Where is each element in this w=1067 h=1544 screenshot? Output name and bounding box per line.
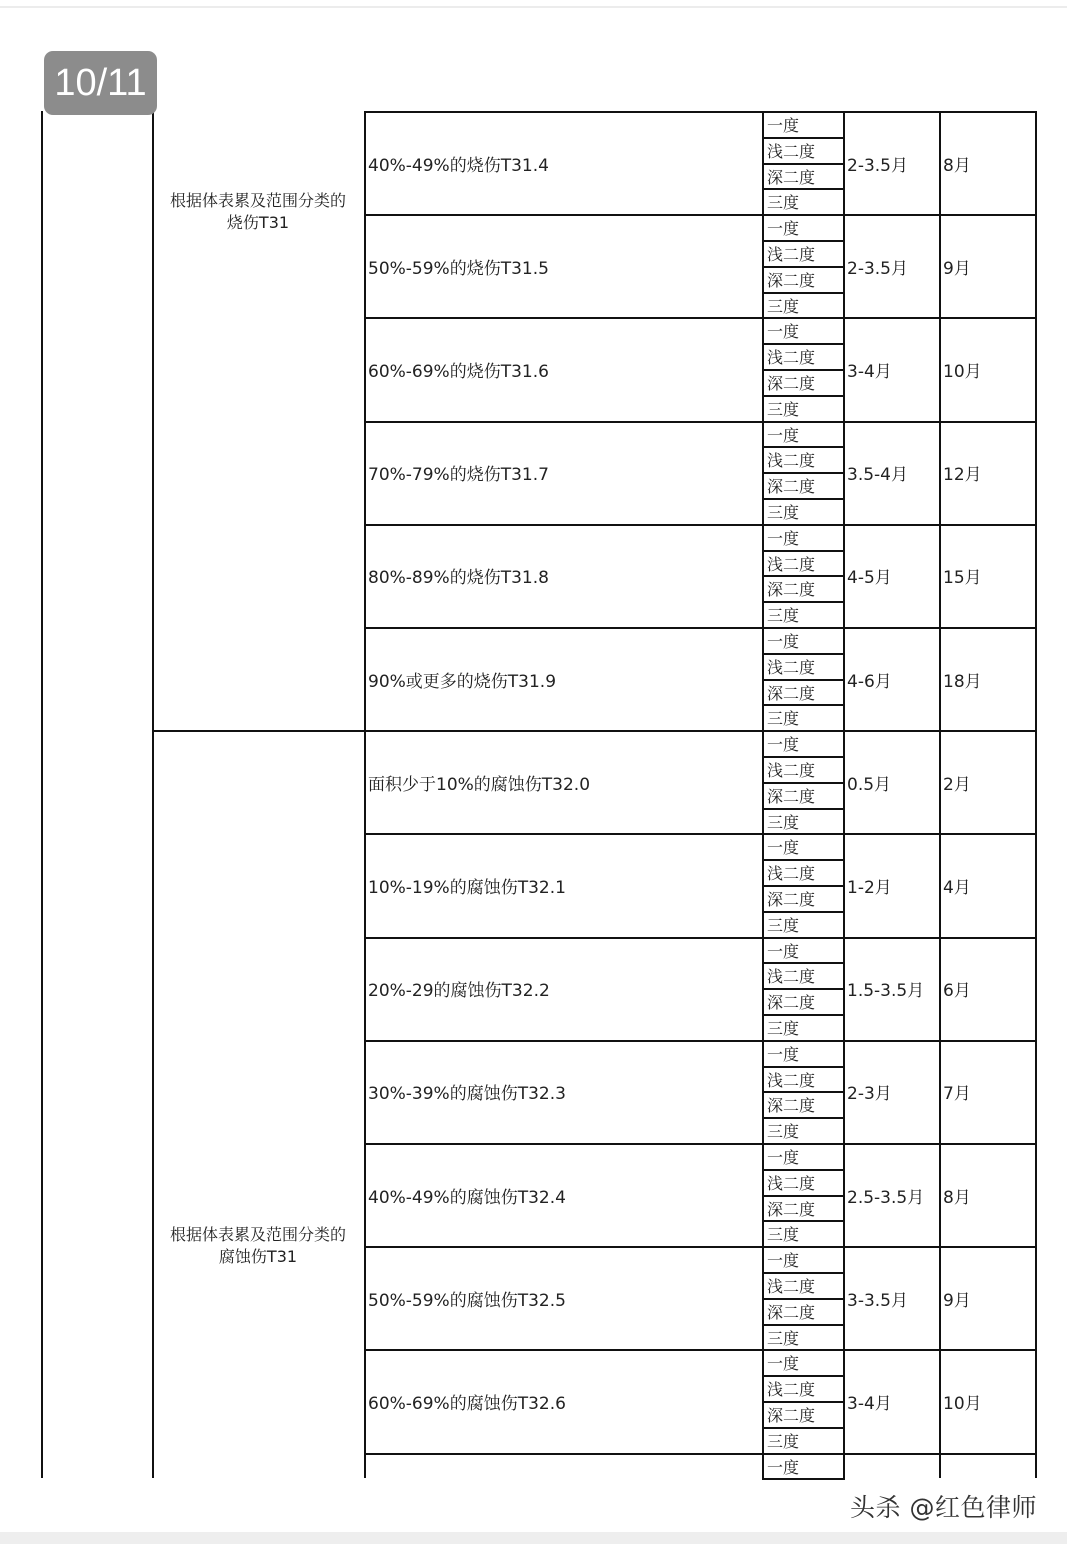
degree-label: 三度 <box>767 1122 800 1142</box>
degree-label: 浅二度 <box>767 1277 816 1296</box>
degree-label: 深二度 <box>767 683 816 703</box>
category-label: 根据体表累及范围分类的 烧伤T31 <box>169 191 346 232</box>
degree-label: 一度 <box>767 1251 800 1271</box>
degree-label: 深二度 <box>767 993 816 1013</box>
degree-label: 深二度 <box>767 167 816 187</box>
degree-label: 深二度 <box>767 1302 816 1322</box>
row-duration: 2月 <box>943 774 971 795</box>
degree-label: 三度 <box>767 1431 800 1451</box>
row-divider <box>364 317 1037 319</box>
bottom-bar <box>0 1532 1067 1544</box>
degree-label: 三度 <box>767 606 800 626</box>
degree-label: 三度 <box>767 1328 800 1348</box>
degree-label: 三度 <box>767 709 800 729</box>
row-treatment-period: 1.5-3.5月 <box>847 981 925 1002</box>
degree-label: 深二度 <box>767 477 816 497</box>
row-treatment-period: 2-3月 <box>847 1084 892 1105</box>
row-divider <box>364 833 1037 835</box>
row-divider <box>364 1143 1037 1145</box>
degree-label: 三度 <box>767 1019 800 1038</box>
degree-label: 深二度 <box>767 580 816 600</box>
row-divider <box>364 730 1037 732</box>
degree-label: 一度 <box>767 322 800 342</box>
degree-label: 一度 <box>767 1354 800 1374</box>
degree-label: 浅二度 <box>767 864 816 884</box>
degree-label: 一度 <box>767 219 800 239</box>
row-description: 30%-39%的腐蚀伤T32.3 <box>368 1084 566 1105</box>
row-divider <box>364 1246 1037 1248</box>
degree-label: 三度 <box>767 812 800 832</box>
degree-label: 浅二度 <box>767 1380 816 1400</box>
degree-label: 一度 <box>767 1044 800 1064</box>
row-description: 60%-69%的烧伤T31.6 <box>368 362 549 382</box>
degree-label: 深二度 <box>767 270 816 290</box>
degree-label: 浅二度 <box>767 967 816 987</box>
row-description: 60%-69%的腐蚀伤T32.6 <box>368 1394 566 1414</box>
row-duration: 10月 <box>943 362 982 382</box>
row-treatment-period: 3-4月 <box>847 1394 892 1414</box>
degree-label: 深二度 <box>767 1096 816 1116</box>
row-divider <box>364 937 1037 939</box>
degree-divider <box>762 1478 845 1480</box>
row-duration: 8月 <box>943 1187 971 1208</box>
row-treatment-period: 2-3.5月 <box>847 155 908 176</box>
degree-label: 三度 <box>767 296 800 316</box>
row-divider <box>364 421 1037 423</box>
degree-label: 一度 <box>767 116 800 135</box>
row-treatment-period: 2.5-3.5月 <box>847 1187 925 1208</box>
degree-label: 深二度 <box>767 890 816 909</box>
degree-label: 一度 <box>767 528 800 548</box>
row-treatment-period: 4-6月 <box>847 671 892 692</box>
degree-label: 浅二度 <box>767 141 816 161</box>
row-treatment-period: 1-2月 <box>847 878 892 898</box>
degree-label: 三度 <box>767 503 800 522</box>
degree-label: 三度 <box>767 193 800 213</box>
row-description: 面积少于10%的腐蚀伤T32.0 <box>368 774 591 795</box>
row-duration: 9月 <box>943 1290 971 1311</box>
table-top-border <box>364 111 1037 113</box>
row-description: 40%-49%的烧伤T31.4 <box>368 155 549 176</box>
row-description: 70%-79%的烧伤T31.7 <box>368 465 549 486</box>
row-duration: 9月 <box>943 258 971 279</box>
degree-label: 浅二度 <box>767 1070 816 1090</box>
row-duration: 15月 <box>943 568 982 589</box>
row-duration: 10月 <box>943 1394 982 1414</box>
degree-label: 深二度 <box>767 1199 816 1219</box>
degree-label: 三度 <box>767 399 800 419</box>
degree-label: 浅二度 <box>767 1173 816 1193</box>
row-treatment-period: 4-5月 <box>847 568 892 589</box>
row-duration: 18月 <box>943 671 982 692</box>
degree-label: 一度 <box>767 425 800 445</box>
watermark: 头杀 @红色律师 <box>850 1493 1037 1522</box>
row-description: 50%-59%的腐蚀伤T32.5 <box>368 1290 566 1311</box>
category-label: 根据体表累及范围分类的 腐蚀伤T31 <box>169 1225 346 1266</box>
degree-label: 一度 <box>767 838 800 858</box>
degree-label: 三度 <box>767 1225 800 1245</box>
row-duration: 6月 <box>943 981 971 1002</box>
row-duration: 8月 <box>943 155 971 176</box>
row-description: 20%-29的腐蚀伤T32.2 <box>368 981 550 1002</box>
row-divider <box>364 1453 1037 1455</box>
row-divider <box>364 214 1037 216</box>
table-border-left <box>41 111 43 1478</box>
row-duration: 12月 <box>943 465 982 486</box>
degree-label: 深二度 <box>767 1406 816 1425</box>
degree-label: 一度 <box>767 1148 800 1167</box>
row-treatment-period: 0.5月 <box>847 774 892 795</box>
degree-label: 浅二度 <box>767 657 816 677</box>
row-divider <box>364 1040 1037 1042</box>
page-indicator: 10/11 <box>44 51 157 115</box>
row-description: 10%-19%的腐蚀伤T32.1 <box>368 878 566 898</box>
degree-label: 一度 <box>767 941 800 961</box>
row-treatment-period: 3-4月 <box>847 362 892 382</box>
row-duration: 4月 <box>943 878 971 898</box>
category-divider <box>152 730 366 732</box>
row-divider <box>364 1349 1037 1351</box>
row-divider <box>364 524 1037 526</box>
row-description: 90%或更多的烧伤T31.9 <box>368 671 557 692</box>
degree-label: 一度 <box>767 1457 800 1477</box>
degree-label: 一度 <box>767 735 800 755</box>
row-description: 80%-89%的烧伤T31.8 <box>368 568 549 589</box>
row-treatment-period: 2-3.5月 <box>847 258 908 279</box>
degree-label: 浅二度 <box>767 245 816 264</box>
row-treatment-period: 3.5-4月 <box>847 465 908 486</box>
row-divider <box>364 627 1037 629</box>
degree-label: 浅二度 <box>767 348 816 368</box>
degree-label: 深二度 <box>767 786 816 806</box>
degree-label: 深二度 <box>767 374 816 393</box>
degree-label: 浅二度 <box>767 451 816 471</box>
degree-label: 浅二度 <box>767 761 816 780</box>
degree-label: 一度 <box>767 632 800 651</box>
row-description: 40%-49%的腐蚀伤T32.4 <box>368 1187 566 1208</box>
row-description: 50%-59%的烧伤T31.5 <box>368 258 549 279</box>
degree-label: 浅二度 <box>767 554 816 574</box>
category-column-border <box>152 111 154 1478</box>
row-duration: 7月 <box>943 1084 971 1105</box>
degree-label: 三度 <box>767 915 800 935</box>
row-treatment-period: 3-3.5月 <box>847 1290 908 1311</box>
